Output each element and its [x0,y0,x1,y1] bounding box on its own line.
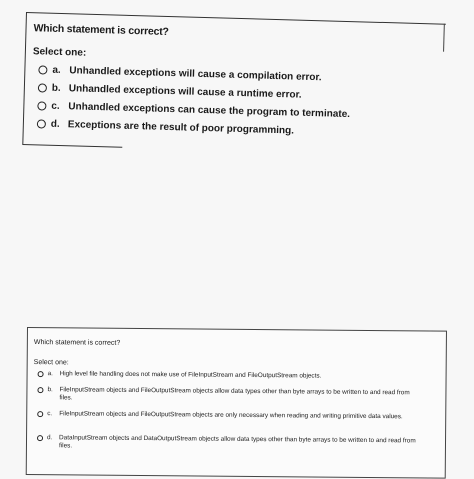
option-letter: b. [51,82,61,94]
option-text: FileInputStream objects and FileOutputStream objects allow data types other than byte arrays to be written to and read from files. [59,386,410,402]
select-label: Select one: [32,46,87,59]
option-d[interactable] [37,434,419,453]
radio-icon[interactable] [37,101,46,110]
question-prompt: Which statement is correct? [33,22,169,38]
option-c[interactable] [37,410,419,421]
select-label: Select one: [33,359,69,367]
option-b[interactable] [37,386,419,405]
option-c[interactable] [37,100,350,120]
option-text: Unhandled exceptions can cause the program to terminate. [68,101,351,121]
option-letter: d. [50,118,60,130]
question-card-1 [22,12,451,162]
radio-icon[interactable] [37,411,43,417]
option-text: Unhandled exceptions will cause a runtime error. [68,83,302,101]
option-letter: c. [51,100,60,112]
option-a[interactable] [38,64,321,83]
option-d[interactable] [37,118,294,136]
radio-icon[interactable] [38,83,47,92]
option-text: Unhandled exceptions will cause a compilation error. [69,65,322,84]
option-letter: b. [47,386,53,394]
radio-icon[interactable] [37,119,46,128]
option-letter: c. [47,410,53,418]
radio-icon[interactable] [37,435,43,441]
card-border-right [443,24,445,52]
option-letter: d. [47,434,53,442]
option-text: High level file handling does not make use of FileInputStream and FileOutputStream objects. [59,370,322,380]
option-text: Exceptions are the result of poor programming. [67,119,295,137]
option-a[interactable] [38,370,420,381]
option-text: FileInputStream objects and FileOutputStream objects are only necessary when reading and writing primitive data values. [59,410,403,421]
radio-icon[interactable] [38,371,44,377]
radio-icon[interactable] [38,65,47,74]
option-text: DataInputStream objects and DataOutputStream objects allow data types other than byte arrays to be written to and read from files. [58,434,416,450]
option-letter: a. [52,64,61,76]
radio-icon[interactable] [37,387,43,393]
question-prompt: Which statement is correct? [33,339,121,347]
card-border-bottom [22,144,122,148]
option-letter: a. [47,370,53,378]
question-card-2 [26,327,447,479]
option-b[interactable] [38,82,302,100]
card-border-left [22,12,27,144]
